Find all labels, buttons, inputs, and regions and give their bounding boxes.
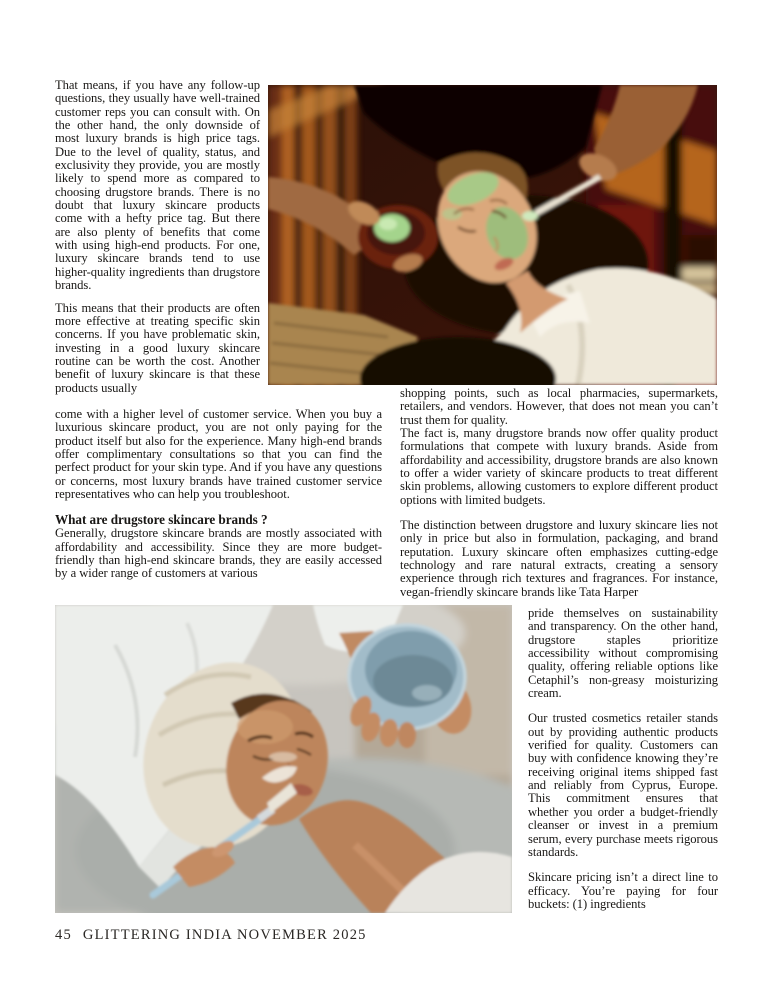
- paragraph-luxury-effective-continued: come with a higher level of customer service. When you buy a luxurious skincare product, you are not only paying for the product itself but also for the experience. Many high-end brands offer complimentary consultations so that you can find the perfect product for your skin type. And if you have any questions or concerns, most luxury brands have trained customer service representatives who can help you troubleshoot.: [55, 407, 382, 502]
- paragraph-luxury-followup: That means, if you have any follow-up questions, they usually have well-trained customer reps you can consult with. On the other hand, the only downside of most luxury brands is high price tags. Due to the level of quality, status, and exclusivity they provide, you are mostly likely to spend more as compared to choosing drugstore brands. There is no doubt that luxury skincare products come with a hefty price tag. But there are also plenty of benefits that come with using high-end products. For one, luxury skincare brands tend to use higher-quality ingredients than drugstore brands.: [55, 78, 260, 293]
- spa-green-mask-illustration: [268, 85, 717, 385]
- paragraph-distinction-start: The distinction between drugstore and luxury skincare lies not only in price but also in formulation, packaging, and brand reputation. Luxury skincare often emphasizes cutting-edge technology and rare natural extracts, creating a sensory experience through rich textures and fragrances. For instance, vegan-friendly skincare brands like Tata Harper: [400, 518, 718, 599]
- paragraph-distinction-continued: pride themselves on sustainability and transparency. On the other hand, drugstore staples prioritize accessibility without compromising quality, offering reliable options like Cetaphil’s non-greasy moisturizing cream.: [528, 606, 718, 701]
- right-column-narrow-text: [528, 607, 718, 911]
- paragraph-drugstore-start: Generally, drugstore skincare brands are mostly associated with affordability and accessibility. Since they are more budget-friendly than high-end skincare brands, they are easily accessed by a wider range of customers at various: [55, 526, 382, 581]
- magazine-title-line: GLITTERING INDIA NOVEMBER 2025: [82, 927, 367, 943]
- paragraph-retailer: Our trusted cosmetics retailer stands out by providing authentic products verified for quality. Customers can buy with confidence knowing they’re receiving original items shipped fast and reliably from Cyprus, Europe. This commitment ensures that whether you order a budget-friendly cleanser or invest in a premium serum, every purchase meets rigorous standards.: [528, 711, 718, 859]
- paragraph-drugstore-continued: shopping points, such as local pharmacies, supermarkets, retailers, and vendors. However, that does not mean you can’t trust them for quality.: [400, 386, 718, 427]
- facial-blue-bowl-illustration: [55, 605, 512, 913]
- page-number: 45: [55, 927, 72, 943]
- paragraph-fact: The fact is, many drugstore brands now offer quality product formulations that compete with luxury brands. Aside from affordability and accessibility, drugstore brands are also known to offer a wider variety of skincare products to treat different skin problems, allowing customers to explore different product options with limited budgets.: [400, 426, 718, 507]
- page-footer: [55, 927, 367, 944]
- right-column-text: [400, 387, 718, 599]
- left-column-top-text: [55, 79, 260, 395]
- spa-green-mask-photo: [268, 85, 717, 385]
- paragraph-pricing: Skincare pricing isn’t a direct line to efficacy. You’re paying for four buckets: (1) ingredients: [528, 870, 718, 911]
- left-column-lower-text: [55, 408, 382, 581]
- facial-blue-bowl-photo: [55, 605, 512, 913]
- heading-drugstore-brands: What are drugstore skincare brands ?: [55, 512, 268, 528]
- paragraph-luxury-effective-start: This means that their products are often more effective at treating specific skin concerns. If you have problematic skin, investing in a good luxury skincare routine can be worth the cost. Another benefit of luxury skincare is that these products usually: [55, 300, 260, 395]
